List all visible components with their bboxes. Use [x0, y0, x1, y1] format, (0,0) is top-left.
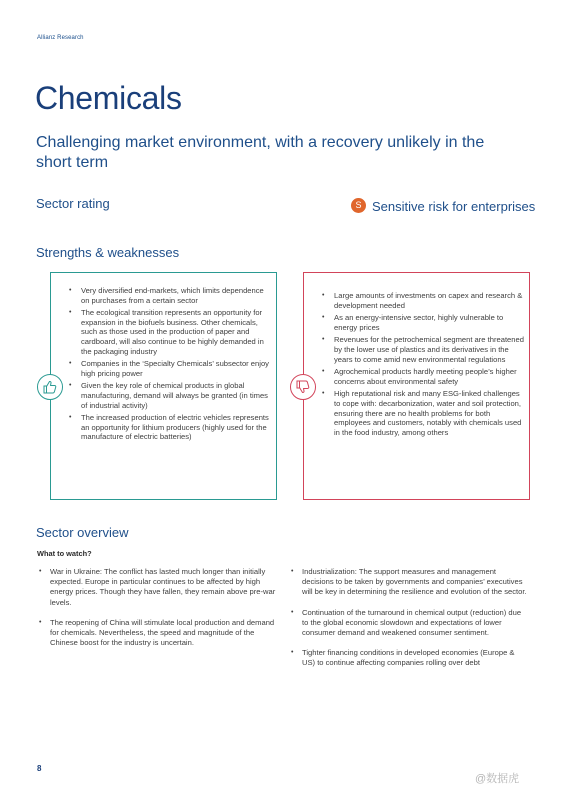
overview-item: • Industrialization: The support measures and management decisions to be taken by governments and companies’ executives will be key in determining the resilience and evolution of the sector. — [289, 567, 529, 598]
overview-right-list — [289, 567, 529, 679]
weakness-item: • Agrochemical products hardly meeting people’s higher concerns about environmental safety — [320, 367, 526, 386]
strength-item: • The ecological transition represents an opportunity for expansion in the biofuels business. Other chemicals, such as those used in the production of paper and cardboard, will also continue to be highly demanded in the packaging industry — [67, 308, 271, 356]
weakness-item: • Revenues for the petrochemical segment are threatened by the lower use of plastics and its derivatives in the years to come amid new environmental regulations — [320, 335, 526, 364]
weaknesses-box — [303, 272, 530, 500]
what-to-watch-subheading: What to watch? — [37, 549, 92, 558]
strengths-box — [50, 272, 277, 500]
strength-item: • The increased production of electric vehicles represents an opportunity for lithium producers (highly used for the manufacture of electric batteries) — [67, 413, 271, 442]
weaknesses-list — [320, 291, 526, 440]
overview-item: • The reopening of China will stimulate local production and demand for chemicals. Nevertheless, the speed and magnitude of the Chinese boost for the industry is uncertain. — [37, 618, 277, 649]
strengths-list — [67, 286, 271, 445]
sector-rating-heading: Sector rating — [36, 196, 110, 211]
thumbs-up-icon — [37, 374, 63, 400]
page-number: 8 — [37, 764, 42, 773]
report-header-label: Allianz Research — [37, 35, 84, 41]
overview-item: • War in Ukraine: The conflict has lasted much longer than initially expected. Europe in particular continues to be affected by high energy prices. Though they have fallen, they remain above pre-war levels. — [37, 567, 277, 608]
rating-badge: S — [351, 198, 366, 213]
weakness-item: • As an energy-intensive sector, highly vulnerable to energy prices — [320, 313, 526, 332]
overview-item: • Continuation of the turnaround in chemical output (reduction) due to the global economic slowdown and expectations of lower consumer demand and weakened consumer sentiment. — [289, 608, 529, 639]
rating-text: Sensitive risk for enterprises — [372, 199, 536, 214]
page-subtitle: Challenging market environment, with a recovery unlikely in the short term — [36, 134, 485, 171]
strength-item: • Companies in the ‘Specialty Chemicals’ subsector enjoy high pricing power — [67, 359, 271, 378]
strengths-weaknesses-heading: Strengths & weaknesses — [36, 245, 180, 260]
overview-item: • Tighter financing conditions in developed economies (Europe & US) to continue affecting companies rolling over debt — [289, 648, 529, 668]
weakness-item: • Large amounts of investments on capex and research & development needed — [320, 291, 526, 310]
page-title: Chemicals — [35, 80, 182, 116]
weakness-item: • High reputational risk and many ESG-linked challenges to cope with: decarbonization, water and soil protection, ensuring there are no health problems for both employees and customers, notably with chemicals used in the food industry, among others — [320, 389, 526, 437]
sector-overview-heading: Sector overview — [36, 525, 129, 540]
strength-item: • Very diversified end-markets, which limits dependence on purchases from a certain sector — [67, 286, 271, 305]
strength-item: • Given the key role of chemical products in global manufacturing, demand will always be granted (in times of industrial activity) — [67, 381, 271, 410]
watermark: @数据虎 — [475, 773, 520, 785]
thumbs-down-icon — [290, 374, 316, 400]
overview-left-list — [37, 567, 277, 658]
